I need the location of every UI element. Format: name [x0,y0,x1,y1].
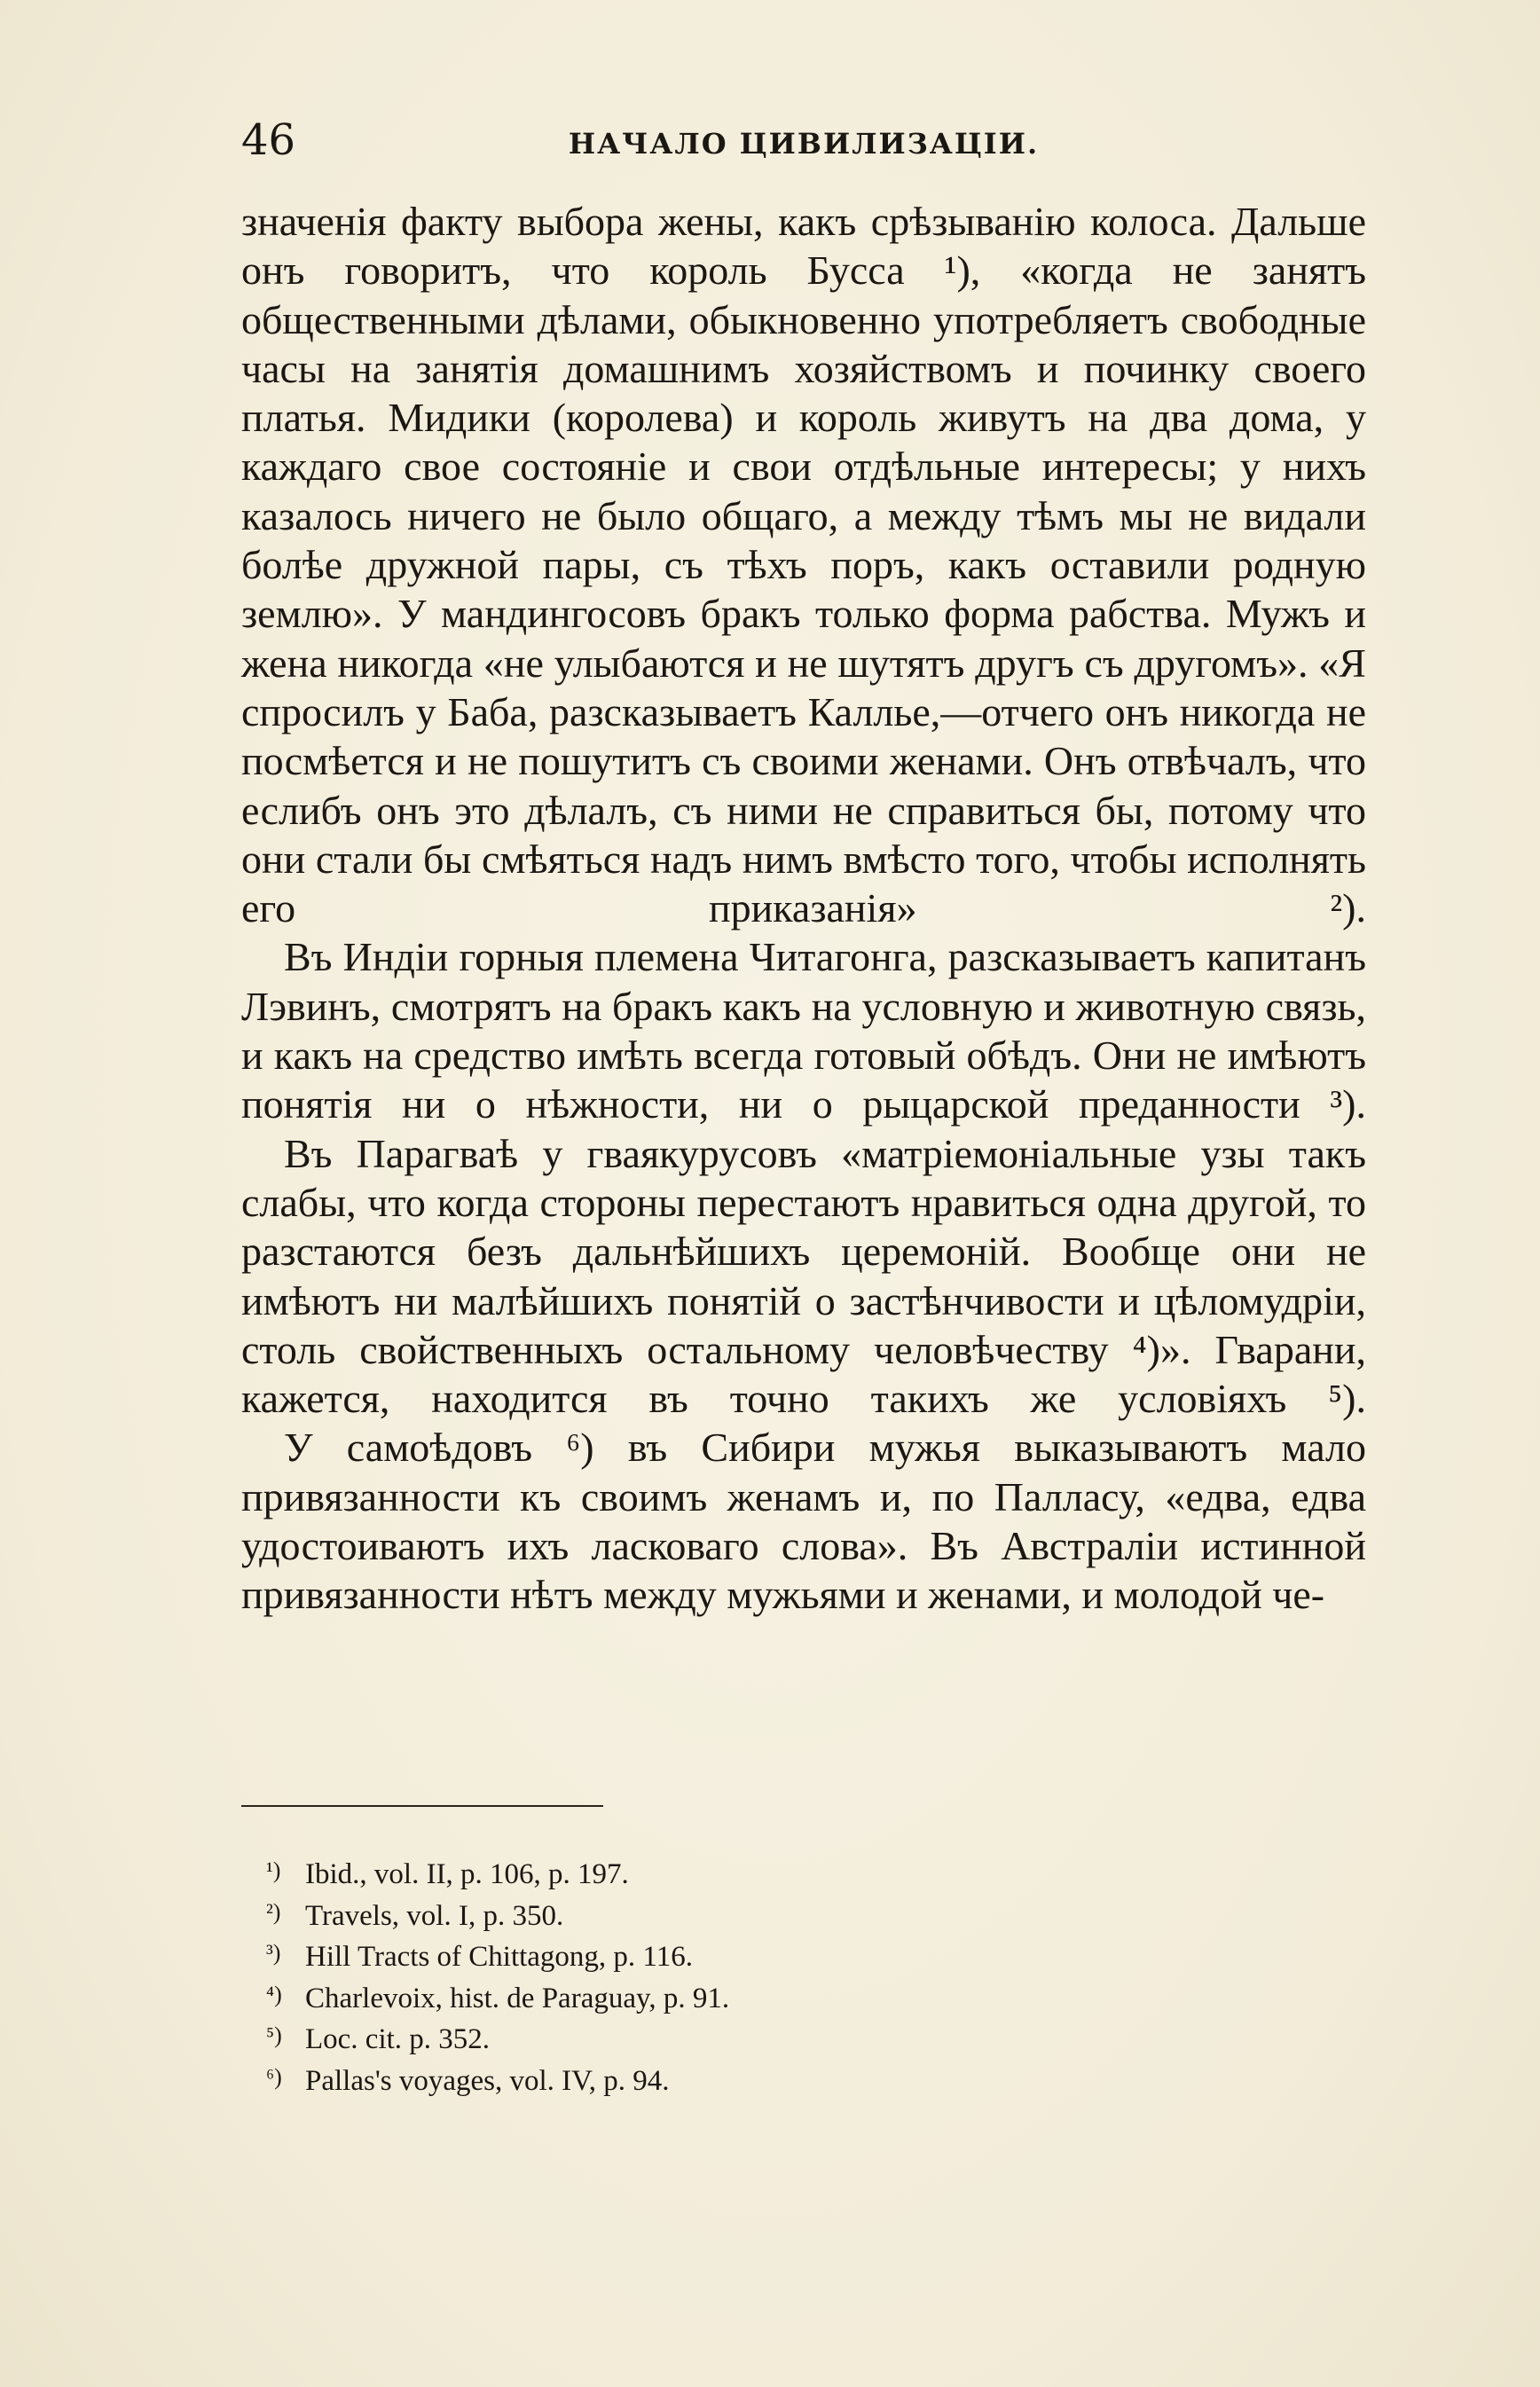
footnote [266,1935,729,1976]
footnote [266,2059,729,2100]
footnote [266,1852,729,1894]
footnote [266,2017,729,2059]
footnote-mark: ¹) [266,1857,281,1883]
footnote-mark: ³) [266,1940,281,1966]
footnote [266,1976,729,2018]
paragraph: Въ Парагваѣ у гваякурусовъ «матріемоніальные узы такъ слабы, что когда стороны перестаютъ нравиться одна другой, то разстаются безъ дальнѣйшихъ церемоній. Вообще они не имѣютъ ни малѣйшихъ понятій о застѣнчивости и цѣломудріи, столь свойственныхъ остальному человѣчеству ⁴)». Гварани, кажется, находится въ точно такихъ же условіяхъ ⁵). [241,1130,1366,1422]
footnote-divider [241,1805,603,1807]
footnote-text: Ibid., vol. II, p. 106, p. 197. [305,1858,629,1890]
footnote-text: Pallas's voyages, vol. IV, p. 94. [305,2064,670,2097]
footnote [266,1894,729,1936]
footnote-mark: ⁴) [266,1981,282,2007]
footnote-text: Hill Tracts of Chittagong, p. 116. [305,1941,693,1973]
paragraph: значенія факту выбора жены, какъ срѣзыванію колоса. Дальше онъ говоритъ, что король Бусса ¹), «когда не занятъ общественными дѣлами, обыкновенно употребляетъ свободные часы на занятія домашнимъ хозяйствомъ и починку своего платья. Мидики (королева) и король живутъ на два дома, у каждаго свое состояніе и свои отдѣльные интересы; у нихъ казалось ничего не было общаго, а между тѣмъ мы не видали болѣе дружной пары, съ тѣхъ поръ, какъ оставили родную землю». У мандингосовъ бракъ только форма рабства. Мужъ и жена никогда «не улыбаются и не шутятъ другъ съ другомъ». «Я спросилъ у Баба, разсказываетъ Каллье,—отчего онъ никогда не посмѣется и не пошутитъ съ своими женами. Онъ отвѣчалъ, что еслибъ онъ это дѣлалъ, съ ними не справиться бы, потому что они стали бы смѣяться надъ нимъ вмѣсто того, чтобы исполнять его приказанія» ²). [241,199,1366,931]
page-header [241,114,1366,167]
footnotes [266,1852,729,2100]
footnote-text: Travels, vol. I, p. 350. [305,1899,564,1932]
footnote-text: Charlevoix, hist. de Paraguay, p. 91. [305,1982,730,2014]
footnote-mark: ²) [266,1898,281,1925]
paragraph: Въ Индіи горныя племена Читагонга, разсказываетъ капитанъ Лэвинъ, смотрятъ на бракъ какъ на условную и животную связь, и какъ на средство имѣть всегда готовый обѣдъ. Они не имѣютъ понятія ни о нѣжности, ни о рыцарской преданности ³). [241,934,1366,1127]
body-text [241,197,1366,1620]
footnote-mark: ⁵) [266,2022,282,2048]
page-number: 46 [241,115,296,165]
footnote-text: Loc. cit. p. 352. [305,2023,491,2055]
paragraph: У самоѣдовъ ⁶) въ Сибири мужья выказываютъ мало привязанности къ своимъ женамъ и, по Палласу, «едва, едва удостоиваютъ ихъ ласковаго слова». Въ Австраліи истинной привязанности нѣтъ между мужьями и женами, и молодой че- [241,1425,1366,1618]
running-title: НАЧАЛО ЦИВИЛИЗАЦІИ. [568,127,1040,161]
footnote-mark: ⁶) [266,2063,282,2090]
